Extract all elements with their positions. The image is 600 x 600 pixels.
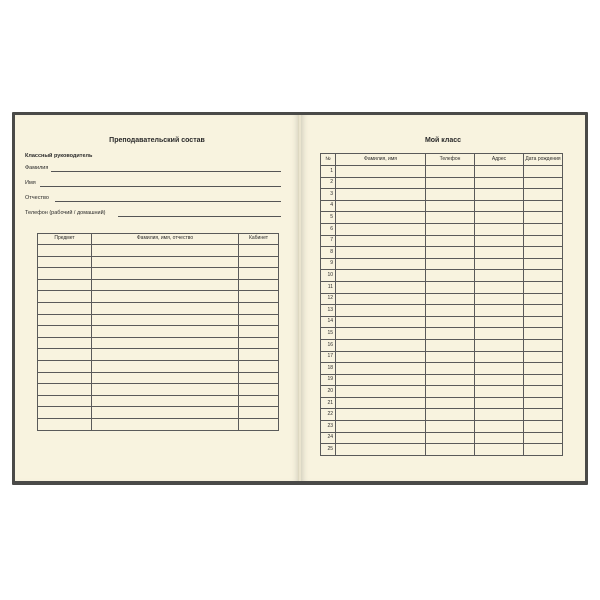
room-cell[interactable] [239,314,279,326]
phone-cell[interactable] [426,316,475,328]
table-row [321,235,563,247]
birth-date-cell[interactable] [524,305,563,317]
address-cell[interactable] [475,363,524,375]
subject-cell[interactable] [38,256,92,268]
column-header-room: Кабинет [239,234,279,245]
row-number: 8 [321,247,336,259]
phone-cell[interactable] [426,374,475,386]
field-line-patronymic[interactable] [55,201,281,202]
subject-cell[interactable] [38,291,92,303]
row-number: 20 [321,386,336,398]
room-cell[interactable] [239,245,279,257]
table-row [38,245,279,257]
teacher-name-cell[interactable] [92,418,239,430]
address-cell[interactable] [475,386,524,398]
birth-date-cell[interactable] [524,363,563,375]
phone-cell[interactable] [426,223,475,235]
room-cell[interactable] [239,279,279,291]
table-row [321,316,563,328]
table-row [321,339,563,351]
phone-cell[interactable] [426,421,475,433]
table-row [321,166,563,178]
address-cell[interactable] [475,432,524,444]
room-cell[interactable] [239,360,279,372]
column-header-subject: Предмет [38,234,92,245]
address-cell[interactable] [475,339,524,351]
address-cell[interactable] [475,351,524,363]
student-name-cell[interactable] [336,270,426,282]
table-row [38,349,279,361]
table-row [38,279,279,291]
row-number: 4 [321,200,336,212]
teacher-name-cell[interactable] [92,372,239,384]
row-number: 23 [321,421,336,433]
address-cell[interactable] [475,200,524,212]
birth-date-cell[interactable] [524,374,563,386]
row-number: 5 [321,212,336,224]
birth-date-cell[interactable] [524,397,563,409]
birth-date-cell[interactable] [524,328,563,340]
subject-cell[interactable] [38,268,92,280]
homeroom-teacher-heading: Классный руководитель [25,153,93,159]
address-cell[interactable] [475,409,524,421]
student-name-cell[interactable] [336,421,426,433]
birth-date-cell[interactable] [524,421,563,433]
phone-cell[interactable] [426,270,475,282]
student-name-cell[interactable] [336,363,426,375]
phone-cell[interactable] [426,247,475,259]
teacher-name-cell[interactable] [92,384,239,396]
table-row [321,270,563,282]
table-row [321,409,563,421]
room-cell[interactable] [239,407,279,419]
room-cell[interactable] [239,302,279,314]
address-cell[interactable] [475,189,524,201]
phone-cell[interactable] [426,212,475,224]
table-row [321,363,563,375]
table-row [38,360,279,372]
teacher-name-cell[interactable] [92,326,239,338]
room-cell[interactable] [239,326,279,338]
subject-cell[interactable] [38,314,92,326]
row-number: 10 [321,270,336,282]
student-name-cell[interactable] [336,305,426,317]
table-row [38,302,279,314]
birth-date-cell[interactable] [524,339,563,351]
birth-date-cell[interactable] [524,166,563,178]
table-row [38,291,279,303]
table-row [321,305,563,317]
phone-cell[interactable] [426,432,475,444]
address-cell[interactable] [475,235,524,247]
birth-date-cell[interactable] [524,351,563,363]
student-name-cell[interactable] [336,258,426,270]
teacher-name-cell[interactable] [92,245,239,257]
field-line-surname[interactable] [51,171,281,172]
address-cell[interactable] [475,270,524,282]
student-name-cell[interactable] [336,223,426,235]
right-page [301,115,585,481]
field-line-name[interactable] [40,186,281,187]
address-cell[interactable] [475,305,524,317]
birth-date-cell[interactable] [524,200,563,212]
table-row [321,200,563,212]
row-number: 7 [321,235,336,247]
room-cell[interactable] [239,372,279,384]
table-row [38,384,279,396]
subject-cell[interactable] [38,326,92,338]
table-row [321,397,563,409]
student-name-cell[interactable] [336,444,426,456]
phone-cell[interactable] [426,409,475,421]
room-cell[interactable] [239,337,279,349]
row-number: 17 [321,351,336,363]
left-page [15,115,299,481]
row-number: 12 [321,293,336,305]
field-line-phone[interactable] [118,216,281,217]
subject-cell[interactable] [38,372,92,384]
student-name-cell[interactable] [336,316,426,328]
table-row [38,337,279,349]
student-name-cell[interactable] [336,212,426,224]
birth-date-cell[interactable] [524,270,563,282]
teacher-name-cell[interactable] [92,314,239,326]
table-row [321,223,563,235]
row-number: 9 [321,258,336,270]
table-row [38,326,279,338]
student-name-cell[interactable] [336,397,426,409]
teacher-name-cell[interactable] [92,256,239,268]
row-number: 25 [321,444,336,456]
birth-date-cell[interactable] [524,258,563,270]
table-row [38,395,279,407]
phone-cell[interactable] [426,351,475,363]
table-row [321,444,563,456]
address-cell[interactable] [475,247,524,259]
row-number: 15 [321,328,336,340]
table-row [321,351,563,363]
subject-cell[interactable] [38,349,92,361]
address-cell[interactable] [475,258,524,270]
row-number: 24 [321,432,336,444]
birth-date-cell[interactable] [524,293,563,305]
birth-date-cell[interactable] [524,189,563,201]
student-name-cell[interactable] [336,351,426,363]
subject-cell[interactable] [38,245,92,257]
room-cell[interactable] [239,395,279,407]
teacher-name-cell[interactable] [92,360,239,372]
birth-date-cell[interactable] [524,316,563,328]
table-row [321,374,563,386]
subject-cell[interactable] [38,302,92,314]
subject-cell[interactable] [38,395,92,407]
phone-cell[interactable] [426,177,475,189]
phone-cell[interactable] [426,328,475,340]
room-cell[interactable] [239,418,279,430]
table-row [321,212,563,224]
birth-date-cell[interactable] [524,177,563,189]
phone-cell[interactable] [426,166,475,178]
column-header-birth-date: Дата рождения [524,154,563,166]
student-name-cell[interactable] [336,235,426,247]
student-name-cell[interactable] [336,189,426,201]
birth-date-cell[interactable] [524,444,563,456]
table-row [321,281,563,293]
address-cell[interactable] [475,316,524,328]
phone-cell[interactable] [426,305,475,317]
row-number: 18 [321,363,336,375]
row-number: 2 [321,177,336,189]
birth-date-cell[interactable] [524,281,563,293]
table-row [321,177,563,189]
student-name-cell[interactable] [336,166,426,178]
teacher-name-cell[interactable] [92,395,239,407]
table-row [321,293,563,305]
teacher-name-cell[interactable] [92,407,239,419]
phone-cell[interactable] [426,339,475,351]
student-name-cell[interactable] [336,432,426,444]
address-cell[interactable] [475,374,524,386]
table-row [38,372,279,384]
phone-cell[interactable] [426,397,475,409]
phone-cell[interactable] [426,189,475,201]
teacher-name-cell[interactable] [92,349,239,361]
birth-date-cell[interactable] [524,235,563,247]
address-cell[interactable] [475,177,524,189]
student-name-cell[interactable] [336,281,426,293]
phone-cell[interactable] [426,235,475,247]
table-row [38,407,279,419]
subject-cell[interactable] [38,407,92,419]
left-page-title: Преподавательский состав [109,137,205,144]
table-row [38,314,279,326]
row-number: 13 [321,305,336,317]
phone-cell[interactable] [426,200,475,212]
row-number: 16 [321,339,336,351]
teacher-name-cell[interactable] [92,302,239,314]
student-name-cell[interactable] [336,374,426,386]
address-cell[interactable] [475,444,524,456]
student-name-cell[interactable] [336,386,426,398]
address-cell[interactable] [475,421,524,433]
table-row [321,432,563,444]
student-name-cell[interactable] [336,247,426,259]
birth-date-cell[interactable] [524,223,563,235]
student-name-cell[interactable] [336,200,426,212]
subject-cell[interactable] [38,418,92,430]
student-name-cell[interactable] [336,409,426,421]
row-number: 22 [321,409,336,421]
field-label-surname: Фамилия [25,165,49,171]
table-row [321,421,563,433]
column-header-number: № [321,154,336,166]
room-cell[interactable] [239,268,279,280]
teacher-name-cell[interactable] [92,268,239,280]
table-row [38,418,279,430]
column-header-phone: Телефон [426,154,475,166]
room-cell[interactable] [239,256,279,268]
subject-cell[interactable] [38,360,92,372]
room-cell[interactable] [239,291,279,303]
subject-cell[interactable] [38,384,92,396]
column-header-teacher-name: Фамилия, имя, отчество [92,234,239,245]
phone-cell[interactable] [426,363,475,375]
class-table [320,153,563,456]
phone-cell[interactable] [426,258,475,270]
address-cell[interactable] [475,212,524,224]
room-cell[interactable] [239,384,279,396]
row-number: 19 [321,374,336,386]
row-number: 11 [321,281,336,293]
student-name-cell[interactable] [336,293,426,305]
field-label-patronymic: Отчество [25,195,49,201]
table-row [321,386,563,398]
row-number: 6 [321,223,336,235]
field-label-name: Имя [25,180,36,186]
birth-date-cell[interactable] [524,247,563,259]
teachers-table [37,233,279,431]
table-row [321,247,563,259]
teacher-name-cell[interactable] [92,291,239,303]
table-row [38,268,279,280]
student-name-cell[interactable] [336,339,426,351]
phone-cell[interactable] [426,444,475,456]
address-cell[interactable] [475,328,524,340]
room-cell[interactable] [239,349,279,361]
address-cell[interactable] [475,166,524,178]
column-header-address: Адрес [475,154,524,166]
row-number: 14 [321,316,336,328]
teacher-name-cell[interactable] [92,279,239,291]
row-number: 3 [321,189,336,201]
right-page-title: Мой класс [424,137,462,144]
student-name-cell[interactable] [336,177,426,189]
birth-date-cell[interactable] [524,212,563,224]
table-row [38,256,279,268]
table-row [321,258,563,270]
phone-cell[interactable] [426,281,475,293]
table-row [321,189,563,201]
subject-cell[interactable] [38,337,92,349]
birth-date-cell[interactable] [524,409,563,421]
row-number: 21 [321,397,336,409]
birth-date-cell[interactable] [524,386,563,398]
address-cell[interactable] [475,223,524,235]
field-label-phone: Телефон (рабочий / домашний) [25,210,106,216]
student-name-cell[interactable] [336,328,426,340]
address-cell[interactable] [475,281,524,293]
table-row [321,328,563,340]
teacher-name-cell[interactable] [92,337,239,349]
column-header-student-name: Фамилия, имя [336,154,426,166]
birth-date-cell[interactable] [524,432,563,444]
phone-cell[interactable] [426,386,475,398]
address-cell[interactable] [475,293,524,305]
row-number: 1 [321,166,336,178]
address-cell[interactable] [475,397,524,409]
phone-cell[interactable] [426,293,475,305]
subject-cell[interactable] [38,279,92,291]
